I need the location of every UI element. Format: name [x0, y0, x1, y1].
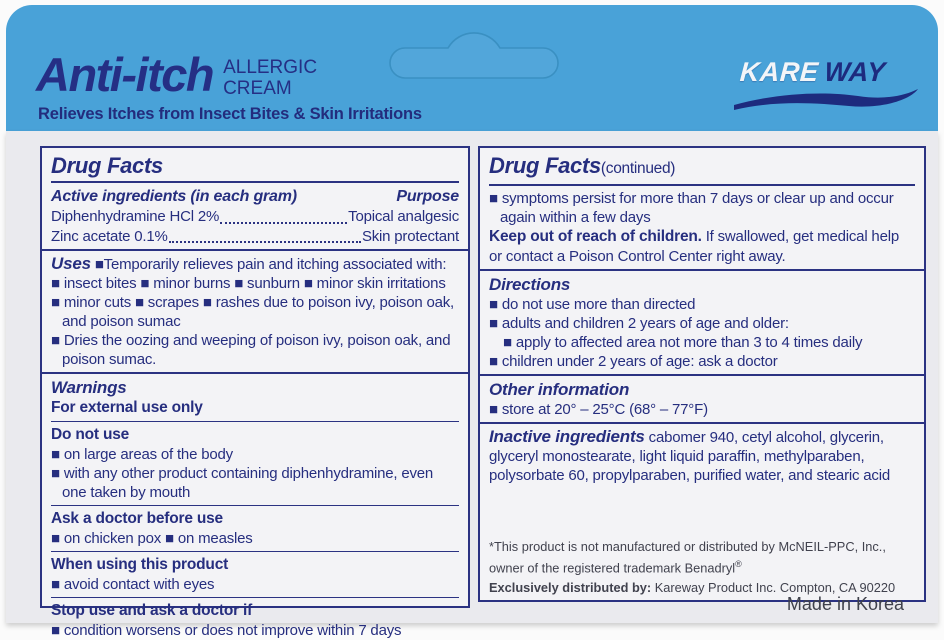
warnings-rule	[51, 505, 459, 506]
directions-heading: Directions	[489, 275, 571, 294]
distributed-by-rest: Kareway Product Inc. Compton, CA 90220	[651, 579, 896, 595]
when-using-heading: When using this product	[51, 556, 229, 573]
do-not-use-heading: Do not use	[51, 426, 130, 443]
title-rule	[51, 181, 459, 183]
directions-section	[489, 274, 915, 371]
continued-item: ■ symptoms persist for more than 7 days or clear up and occur again within a few days	[489, 190, 894, 226]
warning-item: ■ on chicken pox ■ on measles	[51, 530, 253, 547]
uses-line: ■ Dries the oozing and weeping of poison ivy, poison oak, and poison sumac.	[51, 332, 451, 368]
uses-section	[51, 254, 459, 369]
warning-item: ■ avoid contact with eyes	[51, 576, 215, 593]
brand-block	[36, 49, 317, 101]
ingredient-name: Diphenhydramine HCl 2%	[51, 208, 220, 225]
brand-subtitle	[223, 57, 317, 99]
inactive-ingredients-section	[489, 427, 915, 539]
active-ingredients-section	[51, 186, 459, 246]
keep-out-text	[489, 227, 915, 266]
warning-item: ■ on large areas of the body	[51, 446, 233, 463]
kareway-logo	[732, 57, 922, 119]
panel-title-suffix: (continued)	[600, 160, 676, 177]
keep-out-bold: Keep out of reach of children.	[489, 228, 702, 245]
header	[6, 5, 938, 131]
ingredient-name: Zinc acetate 0.1%	[51, 227, 168, 245]
dotted-leader	[220, 222, 347, 224]
continued-section	[489, 152, 915, 266]
section-divider	[42, 372, 468, 374]
keep-out-rest: If swallowed, get medical help or contact a Poison Control Center right away.	[489, 228, 899, 265]
warnings-heading: Warnings	[51, 378, 127, 397]
ask-doctor-heading: Ask a doctor before use	[51, 510, 223, 527]
brand-title: Anti-itch	[36, 48, 214, 101]
footnote-text: *This product is not manufactured or distributed by McNEIL-PPC, Inc., owner of the registered trademark Benadryl	[489, 539, 886, 575]
warnings-section	[51, 377, 459, 640]
uses-line: ■ minor cuts ■ scrapes ■ rashes due to poison ivy, poison oak, and poison sumac	[51, 294, 455, 330]
title-rule	[489, 184, 915, 186]
kareway-logo-text	[739, 57, 887, 88]
inactive-text: cabomer 940, cetyl alcohol, glycerin, glyceryl monostearate, light liquid paraffin, methylparaben, polysorbate 60, propylparaben, purified water, and stearic acid	[489, 429, 890, 484]
warnings-rule	[51, 551, 459, 552]
registered-mark: ®	[735, 558, 742, 569]
logo-way: WAY	[823, 57, 887, 87]
other-information-section	[489, 379, 915, 419]
active-ingredients-heading: Active ingredients (in each gram)	[51, 188, 297, 205]
purpose-heading: Purpose	[396, 188, 459, 205]
warning-item: ■ with any other product containing diphenhydramine, even one taken by mouth	[51, 465, 434, 501]
warnings-rule	[51, 597, 459, 598]
brand-subtitle-line2: CREAM	[223, 78, 292, 99]
ingredient-row	[51, 207, 459, 227]
panel-title-text: Drug Facts	[489, 153, 601, 178]
uses-line: ■ insect bites ■ minor burns ■ sunburn ■ minor skin irritations	[51, 275, 446, 292]
section-divider	[480, 374, 924, 376]
other-info-item: ■ store at 20° – 25°C (68° – 77°F)	[489, 401, 708, 418]
uses-heading: Uses	[51, 254, 91, 273]
inactive-heading: Inactive ingredients	[489, 427, 645, 446]
direction-item: ■ children under 2 years of age: ask a doctor	[489, 353, 778, 370]
section-divider	[42, 249, 468, 251]
panel-title: Drug Facts	[51, 153, 163, 178]
direction-item: ■ apply to affected area not more than 3 to 4 times daily	[503, 334, 863, 351]
distributed-by-bold: Exclusively distributed by:	[489, 579, 652, 595]
tagline: Relieves Itches from Insect Bites & Skin Irritations	[38, 105, 422, 123]
ingredient-purpose: Topical analgesic	[348, 208, 459, 225]
drug-facts-right-panel	[478, 146, 926, 602]
hang-tab-diecut	[388, 22, 560, 82]
panel-title-continued	[489, 152, 915, 182]
drug-facts-left-panel	[40, 146, 470, 639]
warnings-rule	[51, 421, 459, 422]
warning-item: ■ condition worsens or does not improve within 7 days	[51, 622, 402, 639]
ingredient-row	[51, 227, 459, 247]
section-divider	[480, 269, 924, 271]
made-in-korea-label: Made in Korea	[786, 594, 904, 614]
logo-kare: KARE	[738, 57, 820, 87]
uses-intro: ■Temporarily relieves pain and itching associated with:	[94, 256, 447, 273]
other-information-heading: Other information	[489, 380, 630, 399]
footnote-disclaimer	[489, 539, 915, 576]
brand-subtitle-line1: ALLERGIC	[223, 57, 318, 78]
direction-item: ■ do not use more than directed	[489, 296, 696, 313]
footnote	[489, 539, 915, 596]
label-body	[6, 131, 938, 639]
ingredient-purpose: Skin protectant	[361, 227, 459, 245]
external-use-subheading: For external use only	[51, 399, 203, 416]
direction-item: ■ adults and children 2 years of age and older:	[489, 315, 789, 332]
wave-swoosh-icon	[732, 87, 920, 113]
dotted-leader	[169, 241, 361, 243]
section-divider	[480, 422, 924, 424]
stop-use-heading: Stop use and ask a doctor if	[51, 602, 253, 619]
